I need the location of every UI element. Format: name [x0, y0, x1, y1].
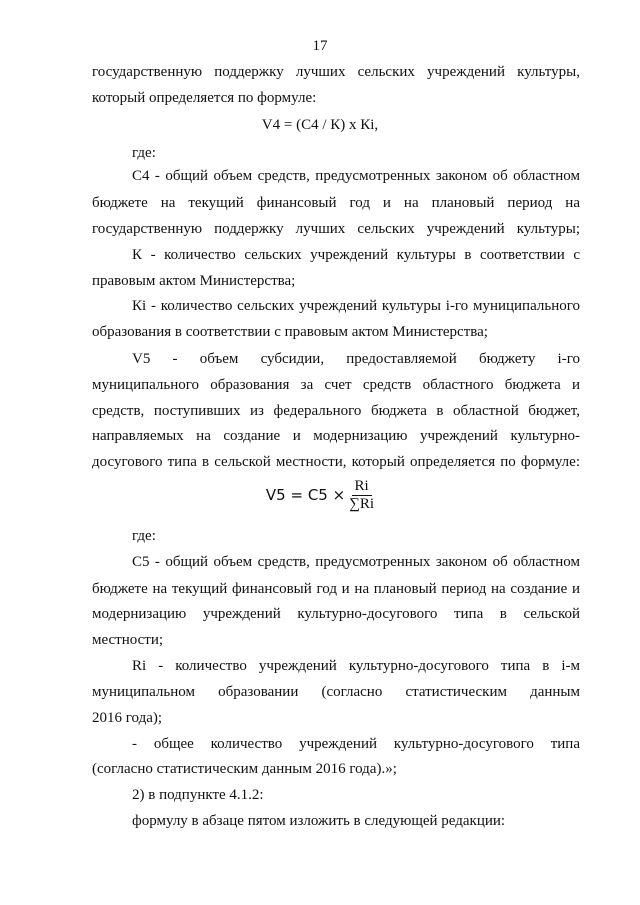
- text-line: муниципальном образовании (согласно статистическим данным: [92, 684, 580, 700]
- text-line: С4 - общий объем средств, предусмотренных законом об областном: [132, 168, 580, 184]
- text-line: образования в соответствии с правовым актом Министерства;: [92, 324, 488, 340]
- formula-v5-numerator: Ri: [352, 478, 372, 496]
- text-line: направляемых на создание и модернизацию учреждений культурно-: [92, 428, 580, 444]
- text-line: (согласно статистическим данным 2016 года).»;: [92, 761, 397, 777]
- text-line: 2) в подпункте 4.1.2:: [132, 787, 264, 803]
- text-line: правовым актом Министерства;: [92, 273, 296, 289]
- text-line: V5 - объем субсидии, предоставляемой бюджету i-го: [132, 351, 580, 367]
- text-line: государственную поддержку лучших сельских учреждений культуры;: [92, 221, 580, 237]
- text-line: - общее количество учреждений культурно-досугового типа: [132, 736, 580, 752]
- page-number: 17: [312, 38, 328, 54]
- text-line: средств, поступивших из федерального бюджета в областной бюджет,: [92, 403, 580, 419]
- text-line: бюджете на текущий финансовый год и на плановый период на создание и: [92, 581, 580, 597]
- formula-v5-lhs: V5 = C5 ×: [265, 486, 346, 504]
- text-line: муниципального образования за счет средств областного бюджета и: [92, 377, 580, 393]
- text-line: местности;: [92, 632, 164, 648]
- text-line: государственную поддержку лучших сельских учреждений культуры,: [92, 64, 580, 80]
- text-line: 2016 года);: [92, 710, 163, 726]
- text-line: С5 - общий объем средств, предусмотренных законом об областном: [132, 554, 580, 570]
- text-line: Ri - количество учреждений культурно-досугового типа в i-м: [132, 658, 580, 674]
- text-line: досугового типа в сельской местности, который определяется по формуле:: [92, 454, 580, 470]
- text-line: который определяется по формуле:: [92, 90, 317, 106]
- formula-v4: V4 = (С4 / К) х Кi,: [261, 117, 379, 133]
- formula-v5-denominator: ∑Ri: [349, 495, 375, 512]
- text-line: Кi - количество сельских учреждений культуры i-го муниципального: [132, 298, 580, 314]
- text-line: К - количество сельских учреждений культуры в соответствии с: [132, 247, 580, 263]
- where-label: где:: [132, 145, 156, 161]
- where-label: где:: [132, 528, 156, 544]
- formula-v5-fraction: [349, 478, 374, 513]
- text-line: бюджете на текущий финансовый год и на плановый период на: [92, 195, 580, 211]
- text-line: модернизацию учреждений культурно-досугового типа в сельской: [92, 606, 580, 622]
- formula-v5: [0, 475, 640, 515]
- text-line: формулу в абзаце пятом изложить в следующей редакции:: [132, 813, 506, 829]
